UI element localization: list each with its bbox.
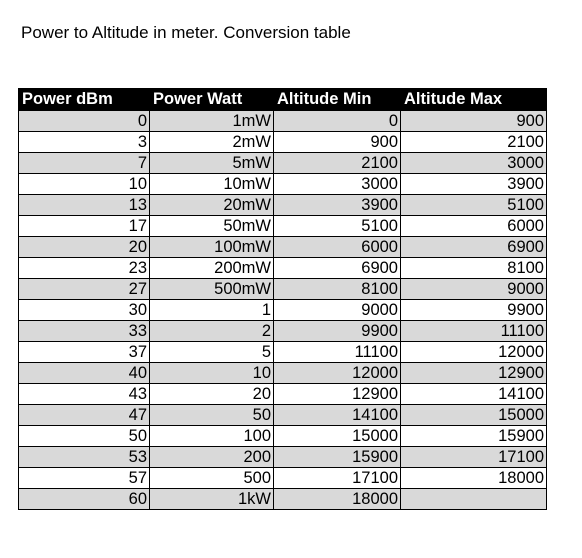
altitude-max-cell: 9000 xyxy=(401,279,547,300)
table-row xyxy=(19,489,547,510)
power-dbm-cell: 27 xyxy=(19,279,150,300)
power-watt-cell: 20mW xyxy=(150,195,274,216)
power-dbm-cell: 20 xyxy=(19,237,150,258)
power-dbm-cell: 30 xyxy=(19,300,150,321)
power-dbm-cell: 40 xyxy=(19,363,150,384)
altitude-max-cell: 12900 xyxy=(401,363,547,384)
power-watt-cell: 1mW xyxy=(150,111,274,132)
power-watt-cell: 2 xyxy=(150,321,274,342)
power-watt-cell: 50 xyxy=(150,405,274,426)
power-watt-cell: 1kW xyxy=(150,489,274,510)
conversion-table xyxy=(18,88,547,510)
power-dbm-cell: 17 xyxy=(19,216,150,237)
power-dbm-cell: 7 xyxy=(19,153,150,174)
altitude-max-cell: 2100 xyxy=(401,132,547,153)
altitude-max-cell: 900 xyxy=(401,111,547,132)
column-header-altitude-min: Altitude Min xyxy=(274,89,401,111)
altitude-max-cell: 15900 xyxy=(401,426,547,447)
altitude-max-cell: 8100 xyxy=(401,258,547,279)
table-row xyxy=(19,321,547,342)
altitude-min-cell: 12000 xyxy=(274,363,401,384)
power-watt-cell: 100mW xyxy=(150,237,274,258)
altitude-max-cell: 6000 xyxy=(401,216,547,237)
altitude-min-cell: 14100 xyxy=(274,405,401,426)
power-dbm-cell: 57 xyxy=(19,468,150,489)
altitude-max-cell: 18000 xyxy=(401,468,547,489)
altitude-min-cell: 5100 xyxy=(274,216,401,237)
power-watt-cell: 50mW xyxy=(150,216,274,237)
power-dbm-cell: 53 xyxy=(19,447,150,468)
table-row xyxy=(19,153,547,174)
altitude-max-cell: 17100 xyxy=(401,447,547,468)
altitude-max-cell: 6900 xyxy=(401,237,547,258)
altitude-min-cell: 9900 xyxy=(274,321,401,342)
power-watt-cell: 20 xyxy=(150,384,274,405)
table-row xyxy=(19,174,547,195)
power-dbm-cell: 60 xyxy=(19,489,150,510)
column-header-power-watt: Power Watt xyxy=(150,89,274,111)
altitude-max-cell: 11100 xyxy=(401,321,547,342)
table-body xyxy=(19,111,547,510)
table-row xyxy=(19,468,547,489)
altitude-min-cell: 6900 xyxy=(274,258,401,279)
power-watt-cell: 10 xyxy=(150,363,274,384)
power-watt-cell: 500 xyxy=(150,468,274,489)
altitude-min-cell: 8100 xyxy=(274,279,401,300)
power-dbm-cell: 47 xyxy=(19,405,150,426)
altitude-max-cell xyxy=(401,489,547,510)
power-watt-cell: 100 xyxy=(150,426,274,447)
power-watt-cell: 2mW xyxy=(150,132,274,153)
altitude-min-cell: 2100 xyxy=(274,153,401,174)
table-row xyxy=(19,111,547,132)
altitude-max-cell: 14100 xyxy=(401,384,547,405)
power-watt-cell: 200 xyxy=(150,447,274,468)
column-header-altitude-max: Altitude Max xyxy=(401,89,547,111)
altitude-min-cell: 12900 xyxy=(274,384,401,405)
altitude-min-cell: 900 xyxy=(274,132,401,153)
altitude-max-cell: 5100 xyxy=(401,195,547,216)
altitude-max-cell: 12000 xyxy=(401,342,547,363)
table-row xyxy=(19,384,547,405)
table-row xyxy=(19,216,547,237)
power-watt-cell: 5mW xyxy=(150,153,274,174)
altitude-max-cell: 9900 xyxy=(401,300,547,321)
power-watt-cell: 5 xyxy=(150,342,274,363)
altitude-min-cell: 0 xyxy=(274,111,401,132)
altitude-min-cell: 15000 xyxy=(274,426,401,447)
table-row xyxy=(19,405,547,426)
table-row xyxy=(19,258,547,279)
altitude-min-cell: 9000 xyxy=(274,300,401,321)
altitude-min-cell: 6000 xyxy=(274,237,401,258)
altitude-min-cell: 18000 xyxy=(274,489,401,510)
column-header-power-dbm: Power dBm xyxy=(19,89,150,111)
altitude-min-cell: 3900 xyxy=(274,195,401,216)
altitude-min-cell: 17100 xyxy=(274,468,401,489)
altitude-max-cell: 3000 xyxy=(401,153,547,174)
power-dbm-cell: 3 xyxy=(19,132,150,153)
altitude-min-cell: 3000 xyxy=(274,174,401,195)
power-watt-cell: 500mW xyxy=(150,279,274,300)
power-dbm-cell: 0 xyxy=(19,111,150,132)
altitude-min-cell: 15900 xyxy=(274,447,401,468)
power-watt-cell: 10mW xyxy=(150,174,274,195)
altitude-min-cell: 11100 xyxy=(274,342,401,363)
power-dbm-cell: 50 xyxy=(19,426,150,447)
table-row xyxy=(19,132,547,153)
power-dbm-cell: 10 xyxy=(19,174,150,195)
table-header xyxy=(19,89,547,111)
table-row xyxy=(19,195,547,216)
power-dbm-cell: 33 xyxy=(19,321,150,342)
header-row xyxy=(19,89,547,111)
power-dbm-cell: 43 xyxy=(19,384,150,405)
altitude-max-cell: 15000 xyxy=(401,405,547,426)
table-row xyxy=(19,363,547,384)
power-dbm-cell: 13 xyxy=(19,195,150,216)
table-row xyxy=(19,279,547,300)
table-row xyxy=(19,426,547,447)
page-title: Power to Altitude in meter. Conversion table xyxy=(21,23,351,42)
power-dbm-cell: 37 xyxy=(19,342,150,363)
table-row xyxy=(19,447,547,468)
altitude-max-cell: 3900 xyxy=(401,174,547,195)
table-row xyxy=(19,342,547,363)
power-watt-cell: 1 xyxy=(150,300,274,321)
power-dbm-cell: 23 xyxy=(19,258,150,279)
table-row xyxy=(19,237,547,258)
power-watt-cell: 200mW xyxy=(150,258,274,279)
table-row xyxy=(19,300,547,321)
